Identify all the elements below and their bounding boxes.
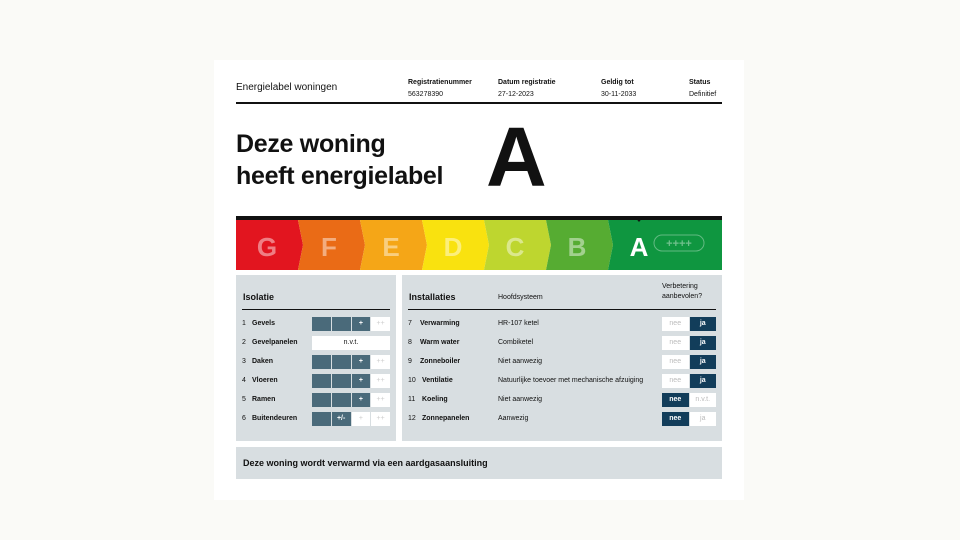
rating-cell [312,317,331,331]
verbetering-header-line1: Verbetering [662,283,698,290]
row-number: 8 [408,339,412,346]
rating-cell: + [352,393,371,407]
isolatie-title: Isolatie [243,292,275,302]
nvt-cell: n.v.t. [312,336,390,350]
installaties-panel [402,275,722,441]
option-nee: nee [662,374,689,388]
energy-scale-graphic [236,216,722,270]
installatie-row [402,412,722,426]
hoofdsysteem-header: Hoofdsysteem [498,294,543,301]
rating-cells [312,317,390,331]
header-registratienummer: Registratienummer 563278390 [408,79,472,98]
isolatie-row [236,336,396,350]
row-name: Gevels [252,320,275,327]
installaties-title: Installaties [409,292,456,302]
rating-cell [312,393,331,407]
rating-cell [312,374,331,388]
row-name: Zonnepanelen [422,415,470,422]
row-number: 1 [242,320,246,327]
rating-cell: ++ [371,374,390,388]
option-ja: ja [690,355,717,369]
rating-cell: ++ [371,355,390,369]
row-name: Ramen [252,396,276,403]
option-nee: nee [662,336,689,350]
row-name: Verwarming [420,320,460,327]
plus-pill-text: ++++ [666,238,692,250]
scale-letter-d: D [443,232,463,262]
row-number: 3 [242,358,246,365]
rating-cells [312,393,390,407]
row-number: 7 [408,320,412,327]
scale-segment-a [608,220,722,270]
header-status: Status Definitief [689,79,717,98]
installatie-row [402,336,722,350]
improvement-toggle [662,393,716,407]
isolatie-row [236,355,396,369]
energy-scale-bar [236,216,722,270]
option-nee: nee [662,412,689,426]
scale-top-rule [236,216,722,220]
row-value: Natuurlijke toevoer met mechanische afzuiging [498,377,644,384]
option-nee: nee [662,317,689,331]
installatie-row [402,374,722,388]
improvement-toggle [662,317,716,331]
header-geldig-tot: Geldig tot 30-11-2033 [601,79,637,98]
row-number: 11 [408,396,416,403]
row-number: 6 [242,415,246,422]
row-name: Koeling [422,396,448,403]
hero-heading: Deze woning heeft energielabel [236,130,444,190]
installaties-divider [408,309,716,310]
row-value: HR-107 ketel [498,320,539,327]
rating-cell: + [352,412,371,426]
isolatie-panel [236,275,396,441]
option-nee: nee [662,393,689,407]
isolatie-row [236,412,396,426]
option-ja: ja [690,317,717,331]
energy-label-letter: A [486,110,547,204]
installatie-row [402,355,722,369]
scale-letter-c: C [505,232,525,262]
option-ja: ja [690,374,717,388]
row-name: Warm water [420,339,460,346]
rating-cell [312,355,331,369]
row-value: Niet aanwezig [498,358,542,365]
option-ja: ja [690,412,717,426]
improvement-toggle [662,374,716,388]
document-header [236,76,722,104]
row-name: Daken [252,358,274,365]
isolatie-row [236,317,396,331]
option-ja: n.v.t. [690,393,717,407]
row-name: Buitendeuren [252,415,298,422]
verbetering-header-line2: aanbevolen? [662,293,703,300]
scale-letter-b: B [567,232,587,262]
rating-cell: +/- [332,412,351,426]
row-number: 5 [242,396,246,403]
row-number: 12 [408,415,416,422]
heating-note [236,447,722,479]
header-datum-registratie: Datum registratie 27-12-2023 [498,79,556,98]
rating-cell: + [352,355,371,369]
row-value: Aanwezig [498,415,529,422]
installatie-row [402,317,722,331]
isolatie-divider [242,309,390,310]
heating-note-text: Deze woning wordt verwarmd via een aardgasaansluiting [243,458,488,468]
rating-cell [332,374,351,388]
document-title: Energielabel woningen [236,82,338,93]
option-ja: ja [690,336,717,350]
scale-letter-a: A [629,232,649,262]
rating-cell: ++ [371,317,390,331]
installatie-row [402,393,722,407]
rating-cells [312,355,390,369]
rating-cells [312,374,390,388]
row-name: Zonneboiler [420,358,461,365]
row-number: 4 [242,377,246,384]
row-name: Ventilatie [422,377,453,384]
rating-cell [332,355,351,369]
row-number: 9 [408,358,412,365]
scale-letter-f: F [321,232,337,262]
isolatie-row [236,374,396,388]
option-nee: nee [662,355,689,369]
row-name: Gevelpanelen [252,339,298,346]
row-number: 2 [242,339,246,346]
rating-cell: ++ [371,393,390,407]
isolatie-row [236,393,396,407]
row-number: 10 [408,377,416,384]
improvement-toggle [662,355,716,369]
rating-cells [312,412,390,426]
rating-cell [312,412,331,426]
row-value: Combiketel [498,339,534,346]
improvement-toggle [662,412,716,426]
row-value: Niet aanwezig [498,396,542,403]
rating-cell: + [352,374,371,388]
scale-letter-e: E [382,232,400,262]
rating-cell [332,393,351,407]
row-name: Vloeren [252,377,278,384]
rating-cell: + [352,317,371,331]
rating-cell: ++ [371,412,390,426]
rating-cell [332,317,351,331]
improvement-toggle [662,336,716,350]
scale-letter-g: G [256,232,278,262]
